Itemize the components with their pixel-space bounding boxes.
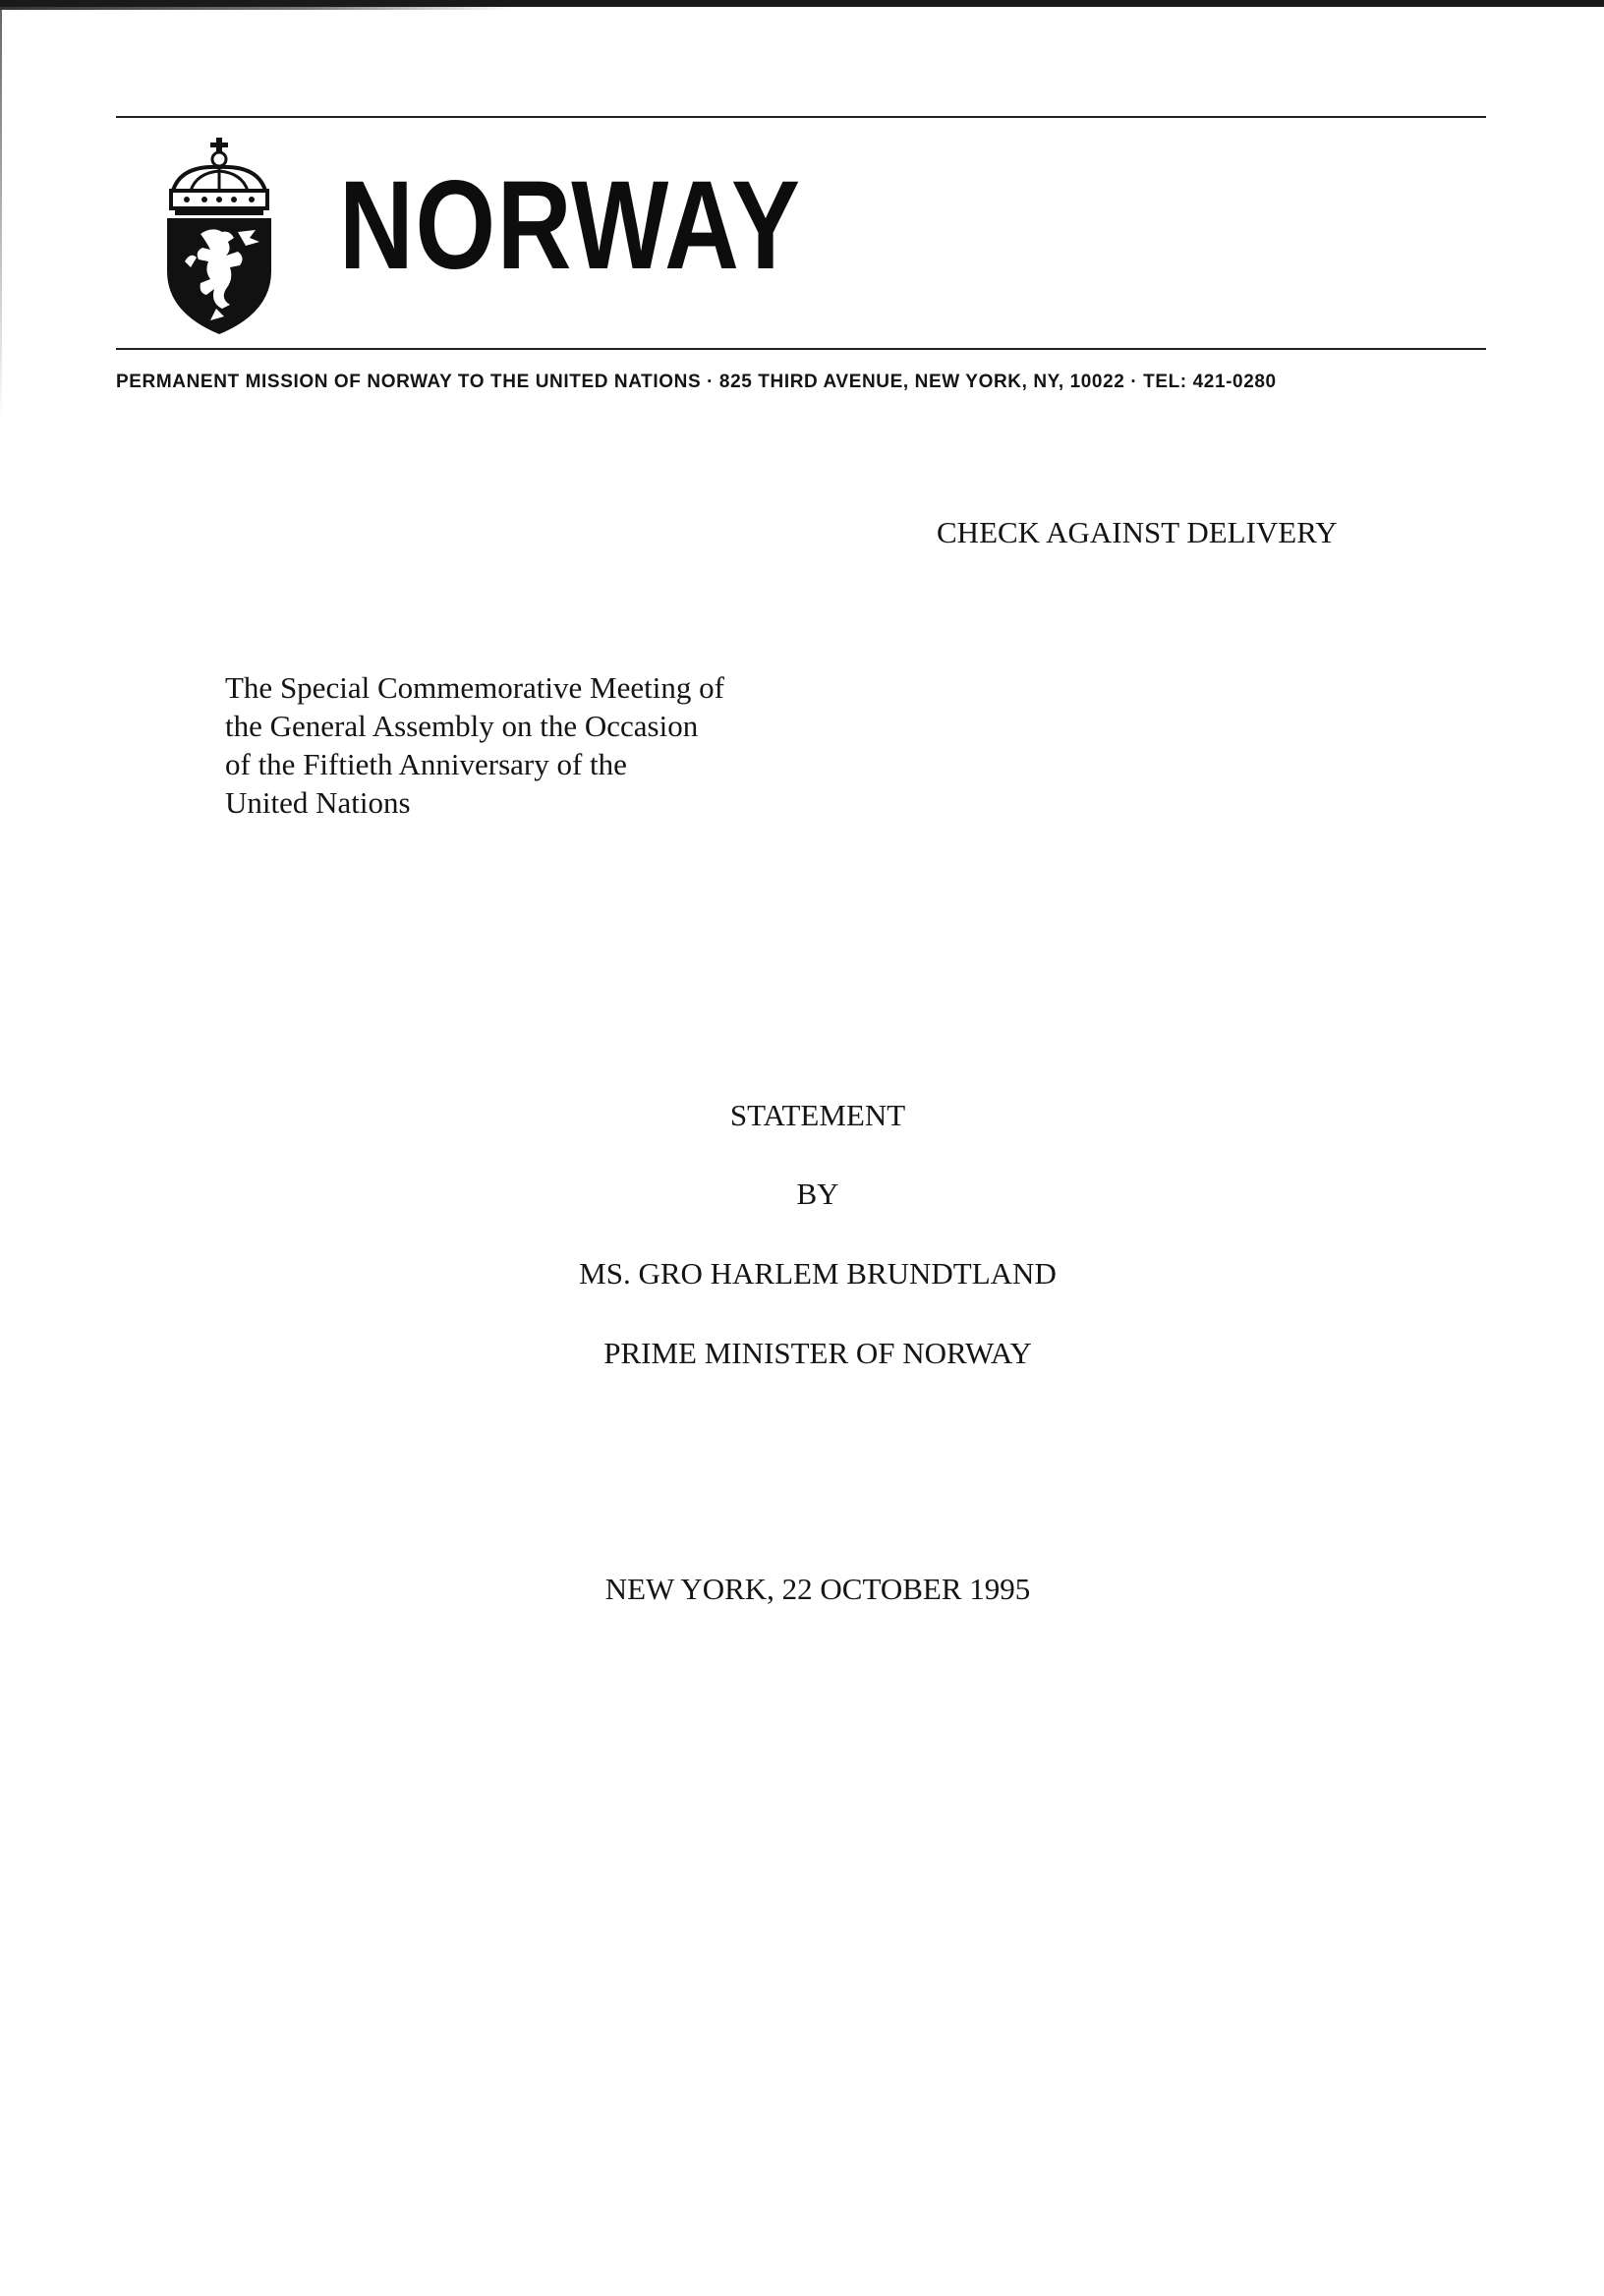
meeting-line: The Special Commemorative Meeting of xyxy=(225,670,724,705)
meeting-line: of the Fiftieth Anniversary of the xyxy=(225,747,627,781)
statement-heading: STATEMENT xyxy=(729,1098,906,1132)
meeting-line: the General Assembly on the Occasion xyxy=(225,709,699,743)
mission-address-line: PERMANENT MISSION OF NORWAY TO THE UNITED NATIONS · 825 THIRD AVENUE, NEW YORK, NY, 10022 · TEL: 421-0280 xyxy=(116,372,1277,392)
place-and-date: NEW YORK, 22 OCTOBER 1995 xyxy=(604,1572,1031,1606)
by-line: BY xyxy=(796,1177,839,1211)
meeting-line: United Nations xyxy=(225,785,411,820)
letterhead-top-rule xyxy=(116,116,1486,118)
speaker-title: PRIME MINISTER OF NORWAY xyxy=(603,1336,1032,1370)
coat-of-arms-icon xyxy=(161,136,277,336)
scan-edge-left xyxy=(0,10,2,423)
scan-edge-top-smear xyxy=(0,7,511,10)
letterhead-bottom-rule xyxy=(116,348,1486,350)
country-wordmark: NORWAY xyxy=(339,155,802,296)
scan-edge-top xyxy=(0,0,1604,7)
check-against-delivery-note: CHECK AGAINST DELIVERY xyxy=(937,515,1338,549)
meeting-description xyxy=(225,668,724,822)
speaker-name: MS. GRO HARLEM BRUNDTLAND xyxy=(579,1256,1057,1291)
